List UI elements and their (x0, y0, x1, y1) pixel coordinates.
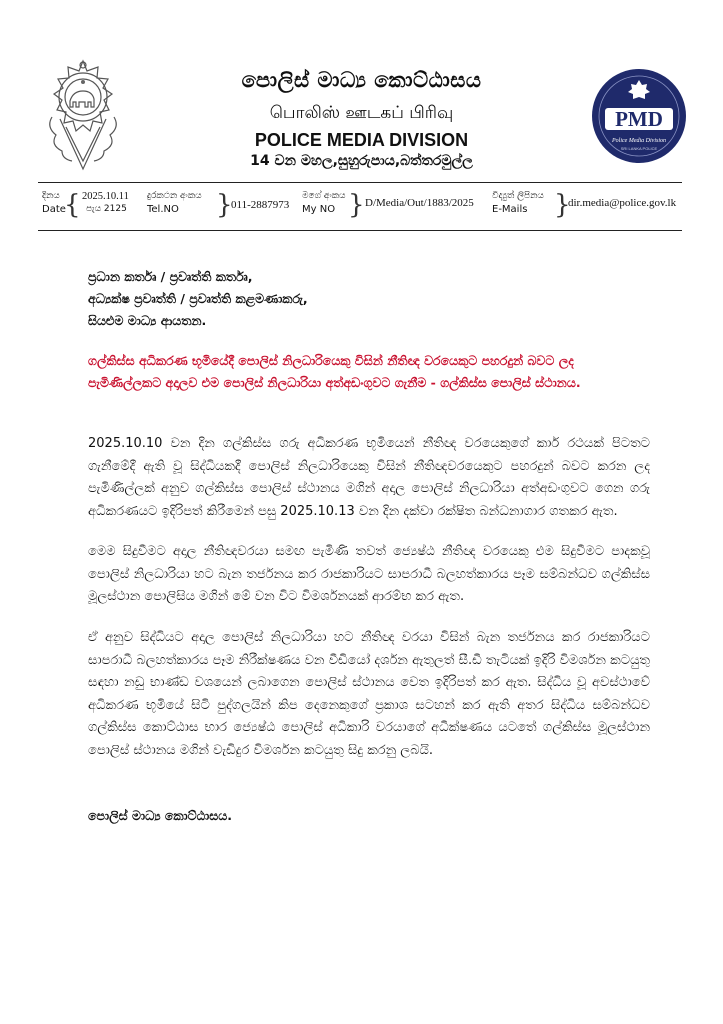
info-bar-bottom-rule (38, 230, 682, 231)
email-brace: } (554, 190, 571, 220)
email-label: විද්‍යුත් ලිපිනය E-Mails (492, 191, 544, 215)
my-no-brace: } (348, 190, 365, 220)
tel-value: 011-2887973 (231, 199, 290, 211)
letter-signoff: පොලිස් මාධ්‍ය කොට්ඨාසය. (88, 808, 232, 823)
org-name-english: POLICE MEDIA DIVISION (254, 130, 469, 150)
body-paragraph: මෙම සිදුවීමට අදාල නීතිඥවරයා සමඟ පැමිණි තවත් ජ්‍යෙෂ්ඨ නීතිඥ වරයෙකු එම සිදුවීමට පාදකවූ පොලිස් නිලධාරියා හට බැන තර්ජනය කර රාජකාරියට සාපරාධී බලහත්කාරය පෑම සම්බන්ධව ගල්කිස්ස මූලස්ථාන පොලිසිය මගින් මේ වන විට විමර්ශනයක් ආරම්භ කර ඇත. (88, 544, 650, 605)
org-name-sinhala: පොලිස් මාධ්‍ය කොට්ඨාසය (241, 68, 482, 92)
email-value: dir.media@police.gov.lk (568, 197, 677, 209)
body-paragraph: 2025.10.10 වන දින ගල්කිස්ස ගරු අධිකරණ භූමියෙන් නීතිඥ වරයෙකුගේ කාර් රථයක් පිටතට ගැනීමේදී ඇති වූ සිද්ධියකදී පොලිස් නිලධාරියෙකු විසින් නීතිඥවරයෙකුට පහරදුන් බවට කරන ලද පැමිණිල්ලක් අනුව ගල්කිස්ස පොලිස් ස්ථානය මගින් අදාල පොලිස් නිලධාරියා අත්අඩංගුවට ගෙන ගරු අධිකරණයට ඉදිරිපත් කිරීමෙන් පසු 2025.10.13 වන දින දක්වා රක්ෂිත බන්ධනාගාර ගතකර ඇත. (88, 436, 650, 519)
letter-subject: ගල්කිස්ස අධිකරණ භූමියේදී පොලිස් නිලධාරියෙකු විසින් නීතිඥ වරයෙකුට පහරදුන් බවට ලද පැමිණිල්ලකට අදාලව එම පොලිස් නිලධාරියා අත්අඩංගුවට ගැනීම - ගල්කිස්ස පොලිස් ස්ථානය. (88, 353, 581, 390)
addressee-line: සියළුම මාධ්‍ය ආයතන. (88, 313, 207, 328)
tel-brace: } (216, 190, 233, 220)
pmd-logo-ring-text: Police Media Division (612, 138, 666, 144)
my-no-value: D/Media/Out/1883/2025 (365, 197, 474, 209)
addressee-block (88, 266, 308, 332)
pmd-logo (591, 68, 687, 164)
org-name-tamil: பொலிஸ் ஊடகப் பிரிவு (269, 103, 454, 123)
pmd-logo-text: PMD (615, 107, 663, 131)
tel-label: දුරකථන අංකය Tel.NO (147, 191, 202, 215)
addressee-line: ප්‍රධාන කර්තෘ / ප්‍රවෘත්ති කර්තෘ, (88, 269, 253, 284)
pmd-logo-sub-text: SRI LANKA POLICE (620, 146, 658, 151)
date-brace: { (64, 190, 81, 220)
date-value: 2025.10.11 පැය 2125 (82, 191, 129, 214)
body-paragraph: ඒ අනුව සිද්ධියට අදාල පොලිස් නිලධාරියා හට නීතිඥ වරයා විසින් බැන තර්ජනය කර රාජකාරියට සාපරාධී බලහත්කාරය පෑම නිරීක්ෂණය වන වීඩියෝ දර්ශන ඇතුලත් සී.ඩී තැටියක් ඉදිරි විමර්ශන කටයුතු සඳහා නඩු භාණ්ඩ වශයෙන් ලබාගෙන පොලිස් ස්ථානය වෙත ඉදිරිපත් කර ඇත. සිද්ධිය වූ අවස්ථාවේ අධිකරණ භූමියේ සිටි පුද්ගලයින් කිප දෙනෙකුගේ ප්‍රකාශ සටහන් කර ඇති අතර සිද්ධිය සම්බන්ධව ගල්කිස්ස කොට්ඨාස භාර ජ්‍යෙෂ්ඨ පොලිස් අධිකාරි වරයාගේ අධීක්ෂණය යටතේ ගල්කිස්ස මූලස්ථාන පොලිස් ස්ථානය මගින් වැඩිදුර විමර්ශන කටයුතු සිදු කරනු ලබයි. (88, 630, 650, 758)
my-no-label: මගේ අංකය My NO (302, 191, 346, 215)
date-label: දිනය Date (42, 191, 66, 215)
addressee-line: අධ්‍යක්ෂ ප්‍රවෘත්ති / ප්‍රවෘත්ති කළමණාකරු, (88, 291, 308, 306)
org-address: 14 වන මහල,සුහුරුපාය,බත්තරමුල්ල (250, 153, 473, 169)
info-bar-top-rule (38, 182, 682, 183)
